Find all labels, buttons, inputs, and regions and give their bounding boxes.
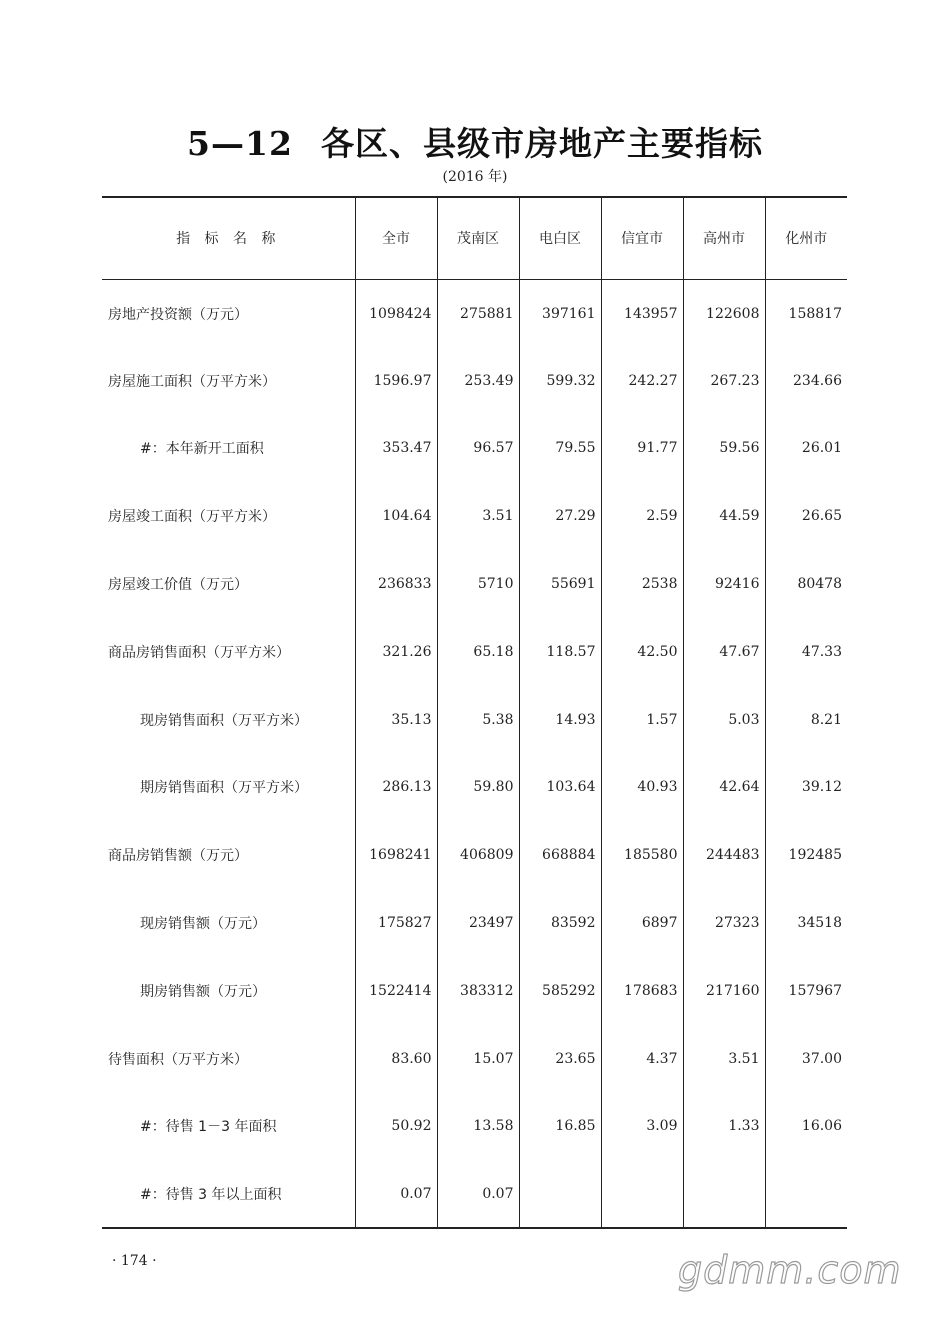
header-dianbai: 电白区 [519,197,601,279]
row-label: 现房销售额（万元） [140,916,266,933]
header-xinyi: 信宜市 [601,197,683,279]
table-cell: 1.33 [683,1093,765,1161]
table-cell: 0.07 [437,1160,519,1228]
table-cell: 13.58 [437,1093,519,1161]
row-label: 房屋施工面积（万平方米） [108,373,276,390]
row-label: 商品房销售额（万元） [108,848,248,865]
table-cell: 267.23 [683,347,765,415]
table-cell: 143957 [601,279,683,347]
table-cell: 3.51 [437,482,519,550]
header-city-total: 全市 [355,197,437,279]
table-cell: 3.51 [683,1025,765,1093]
table-cell: 353.47 [355,415,437,483]
table-row [102,1025,847,1093]
table-cell [601,1160,683,1228]
table-cell: 3.09 [601,1093,683,1161]
table-cell: 175827 [355,889,437,957]
table-cell: 383312 [437,957,519,1025]
table-cell: 34518 [765,889,847,957]
table-row [102,618,847,686]
table-cell: 185580 [601,821,683,889]
table-cell: 5710 [437,550,519,618]
indicator-table [102,196,847,1229]
table-cell: 27323 [683,889,765,957]
table-cell: 83.60 [355,1025,437,1093]
table-cell: 39.12 [765,754,847,822]
table-cell: 26.65 [765,482,847,550]
row-label: #：本年新开工面积 [140,441,264,458]
table-cell: 44.59 [683,482,765,550]
table-cell: 122608 [683,279,765,347]
table-cell: 27.29 [519,482,601,550]
table-cell: 80478 [765,550,847,618]
table-cell: 234.66 [765,347,847,415]
table-cell: 1.57 [601,686,683,754]
row-label: 现房销售面积（万平方米） [140,712,308,729]
table-cell: 157967 [765,957,847,1025]
table-cell: 286.13 [355,754,437,822]
table-cell [683,1160,765,1228]
row-label: #：待售 3 年以上面积 [102,1160,355,1228]
table-row [102,686,847,754]
table-cell: 158817 [765,279,847,347]
table-row [102,347,847,415]
row-label: 期房销售额（万元） [140,983,266,1000]
table-row [102,279,847,347]
table-cell: 50.92 [355,1093,437,1161]
row-label: 商品房销售面积（万平方米） [108,644,290,661]
table-subtitle-year: (2016 年) [442,169,508,185]
table-cell: 91.77 [601,415,683,483]
table-cell: 4.37 [601,1025,683,1093]
table-cell: 236833 [355,550,437,618]
table-cell: 83592 [519,889,601,957]
table-cell: 275881 [437,279,519,347]
table-cell: 5.03 [683,686,765,754]
table-row [102,482,847,550]
table-cell: 59.80 [437,754,519,822]
table-cell: 2.59 [601,482,683,550]
table-row [102,754,847,822]
table-cell: 35.13 [355,686,437,754]
table-cell: 217160 [683,957,765,1025]
table-cell: 16.06 [765,1093,847,1161]
header-huazhou: 化州市 [765,197,847,279]
table-cell: 406809 [437,821,519,889]
table-cell: 37.00 [765,1025,847,1093]
table-cell: 47.33 [765,618,847,686]
row-label: 待售面积（万平方米） [108,1051,248,1068]
table-cell: 42.64 [683,754,765,822]
table-cell: 23497 [437,889,519,957]
table-cell: 14.93 [519,686,601,754]
table-cell: 321.26 [355,618,437,686]
table-cell: 1522414 [355,957,437,1025]
row-label: 期房销售面积（万平方米） [140,780,308,797]
table-cell: 26.01 [765,415,847,483]
table-cell: 244483 [683,821,765,889]
table-cell: 79.55 [519,415,601,483]
row-label: #：待售 1－3 年面积 [140,1119,277,1136]
table-cell: 104.64 [355,482,437,550]
table-row [102,415,847,483]
table-cell: 5.38 [437,686,519,754]
row-label: 房屋竣工面积（万平方米） [108,509,276,526]
table-cell: 192485 [765,821,847,889]
table-cell: 178683 [601,957,683,1025]
table-cell: 16.85 [519,1093,601,1161]
table-cell: 1698241 [355,821,437,889]
table-cell: 0.07 [355,1160,437,1228]
table-cell: 242.27 [601,347,683,415]
table-cell: 96.57 [437,415,519,483]
table-cell: 1596.97 [355,347,437,415]
header-indicator-name: 指 标 名 称 [102,197,355,279]
table-title-text: 各区、县级市房地产主要指标 [320,124,763,163]
table-cell: 118.57 [519,618,601,686]
table-row [102,550,847,618]
table-cell: 585292 [519,957,601,1025]
table-cell: 23.65 [519,1025,601,1093]
table-cell: 40.93 [601,754,683,822]
header-gaozhou: 高州市 [683,197,765,279]
table-cell: 65.18 [437,618,519,686]
table-cell: 42.50 [601,618,683,686]
table-cell: 55691 [519,550,601,618]
table-cell: 599.32 [519,347,601,415]
table-cell: 15.07 [437,1025,519,1093]
table-body [102,279,847,1228]
table-cell: 397161 [519,279,601,347]
table-cell: 59.56 [683,415,765,483]
table-cell: 1098424 [355,279,437,347]
page-number: · 174 · [112,1253,157,1269]
table-cell: 668884 [519,821,601,889]
table-number: 5—12 [187,124,293,163]
header-maonan: 茂南区 [437,197,519,279]
table-cell: 92416 [683,550,765,618]
table-cell: 103.64 [519,754,601,822]
row-label: 房屋竣工价值（万元） [108,577,248,594]
table-cell: 2538 [601,550,683,618]
table-row [102,1093,847,1161]
table-cell [765,1160,847,1228]
table-row [102,957,847,1025]
row-label: 房地产投资额（万元） [108,307,248,324]
table-cell: 6897 [601,889,683,957]
table-row [102,889,847,957]
page-title [0,118,950,165]
table-cell [519,1160,601,1228]
table-cell: 8.21 [765,686,847,754]
table-cell: 47.67 [683,618,765,686]
table-cell: 253.49 [437,347,519,415]
table-header-row [102,197,847,279]
table-row [102,821,847,889]
watermark-logo: gdmm.com [678,1248,902,1292]
table-row [102,1160,847,1228]
